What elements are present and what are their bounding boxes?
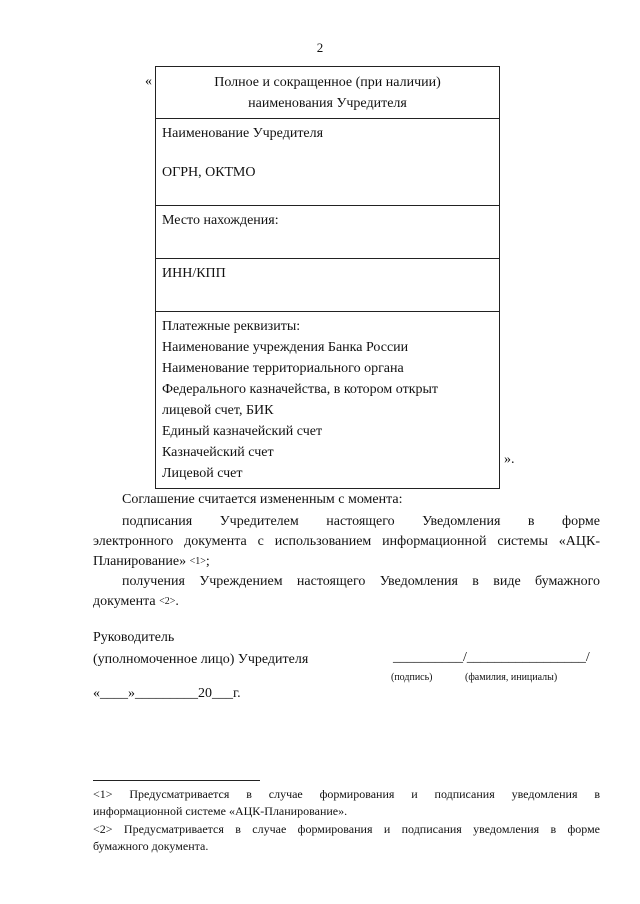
payment-line: Казначейский счет bbox=[162, 445, 274, 460]
payment-details-cell bbox=[156, 312, 500, 489]
paragraph-signing-line-1: подписания Учредителем настоящего Уведомления в форме bbox=[122, 514, 600, 529]
footnote-ref-2: <2> bbox=[159, 596, 176, 607]
date-line: «____»_________20___г. bbox=[93, 686, 241, 701]
requisites-table bbox=[155, 66, 500, 489]
payment-line: Федерального казначейства, в котором открыт bbox=[162, 382, 439, 397]
paragraph-receipt-line-1: получения Учреждением настоящего Уведомления в виде бумажного bbox=[122, 574, 600, 589]
payment-line: Наименование учреждения Банка России bbox=[162, 340, 409, 355]
page-number: 2 bbox=[316, 40, 324, 55]
footnote-separator bbox=[93, 780, 260, 781]
footnote-2-line-2: бумажного документа. bbox=[93, 839, 209, 853]
header-line-1: Полное и сокращенное (при наличии) bbox=[214, 75, 441, 90]
payment-line: Единый казначейский счет bbox=[162, 424, 323, 439]
footnote-2-line-1: <2> Предусматривается в случае формирования и подписания уведомления в форме bbox=[93, 822, 600, 836]
signature-line: __________/_________________/ bbox=[393, 650, 590, 665]
signatory-subtitle: (уполномоченное лицо) Учредителя bbox=[93, 652, 309, 667]
receipt-line-2-text: документа bbox=[93, 594, 156, 609]
closing-quote: ». bbox=[504, 452, 515, 467]
founder-name-label: Наименование Учредителя bbox=[162, 126, 324, 141]
payment-line: Наименование территориального органа bbox=[162, 361, 404, 376]
paragraph-signing-line-3 bbox=[93, 552, 600, 573]
opening-quote: « bbox=[145, 74, 152, 89]
paragraph-signing-line-2: электронного документа с использованием информационной системы «АЦК- bbox=[93, 534, 600, 549]
footnote-ref-1: <1> bbox=[189, 556, 206, 567]
paragraph-receipt-line-2 bbox=[93, 592, 600, 613]
signatory-title: Руководитель bbox=[93, 630, 175, 645]
inn-kpp-cell bbox=[156, 259, 500, 312]
address-cell bbox=[156, 206, 500, 259]
header-line-2: наименования Учредителя bbox=[248, 96, 407, 111]
footnote-1-line-2: информационной системе «АЦК-Планирование». bbox=[93, 804, 348, 818]
signing-line-3-text: Планирование» bbox=[93, 554, 187, 569]
paragraph-intro: Соглашение считается измененным с момента: bbox=[122, 492, 403, 507]
name-caption: (фамилия, инициалы) bbox=[465, 672, 558, 683]
receipt-line-2-end: . bbox=[175, 594, 179, 609]
signature-caption: (подпись) bbox=[391, 672, 433, 683]
address-label: Место нахождения: bbox=[162, 213, 279, 228]
ogrn-oktmo-label: ОГРН, ОКТМО bbox=[162, 165, 256, 180]
payment-line: лицевой счет, БИК bbox=[162, 403, 274, 418]
footnote-1-line-1: <1> Предусматривается в случае формирования и подписания уведомления в bbox=[93, 787, 600, 801]
founder-name-cell bbox=[156, 119, 500, 206]
payment-line: Лицевой счет bbox=[162, 466, 243, 481]
inn-kpp-label: ИНН/КПП bbox=[162, 266, 226, 281]
payment-line: Платежные реквизиты: bbox=[162, 319, 301, 334]
table-header-cell bbox=[156, 67, 500, 119]
signing-line-3-end: ; bbox=[205, 554, 210, 569]
